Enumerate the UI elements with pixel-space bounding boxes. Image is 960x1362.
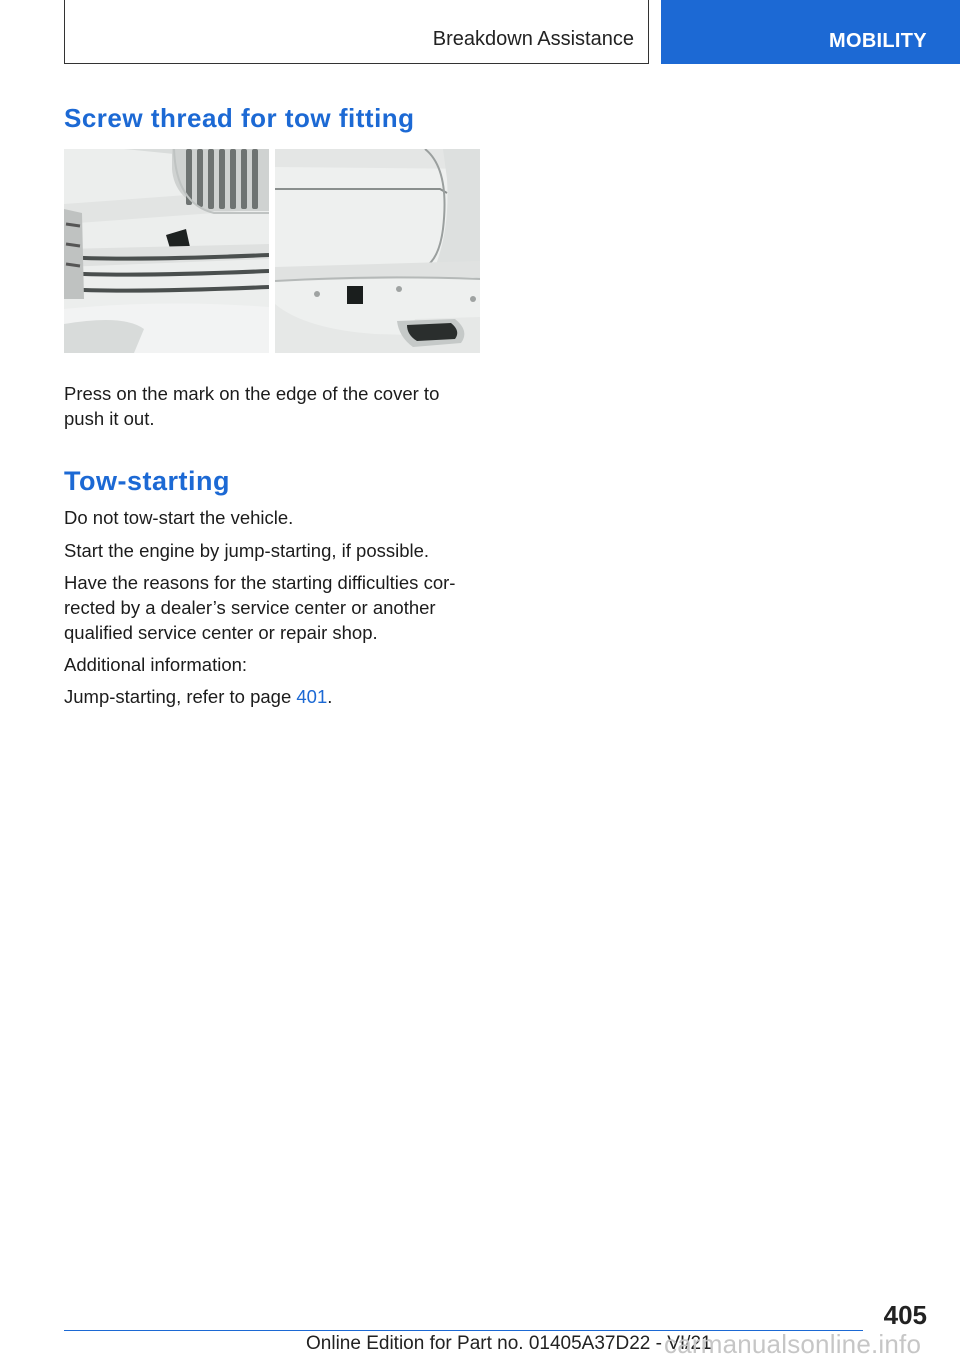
service-advice-line-2: rected by a dealer’s service center or another [64, 597, 436, 618]
service-advice-line-1: Have the reasons for the starting difficulties cor- [64, 572, 456, 593]
screw-thread-instruction: Press on the mark on the edge of the cover to push it out. [64, 383, 440, 429]
jump-start-advice: Start the engine by jump-starting, if possible. [64, 540, 430, 561]
reference-text: Jump-starting, refer to page [64, 686, 297, 707]
page-number: 405 [883, 1300, 927, 1330]
header-section-box [64, 0, 649, 64]
chapter-title: MOBILITY [829, 30, 927, 52]
section-title: Breakdown Assistance [432, 28, 634, 50]
additional-info-label: Additional information: [64, 654, 248, 675]
heading-screw-thread: Screw thread for tow fitting [64, 103, 415, 133]
service-advice-line-3: qualified service center or repair shop. [64, 622, 378, 643]
page-link-401[interactable]: 401 [296, 686, 328, 707]
front-bumper-photo [64, 149, 269, 353]
heading-tow-starting: Tow-starting [64, 466, 230, 496]
header-chapter-tab[interactable] [661, 0, 960, 64]
service-advice [64, 570, 484, 645]
jump-start-reference [64, 684, 484, 709]
footer-edition: Online Edition for Part no. 01405A37D22 - VI/21 [306, 1333, 712, 1354]
rear-bumper-photo [275, 149, 480, 353]
watermark: carmanualsonline.info [664, 1329, 922, 1359]
reference-end: . [327, 686, 333, 707]
tow-start-warning: Do not tow-start the vehicle. [64, 507, 294, 528]
